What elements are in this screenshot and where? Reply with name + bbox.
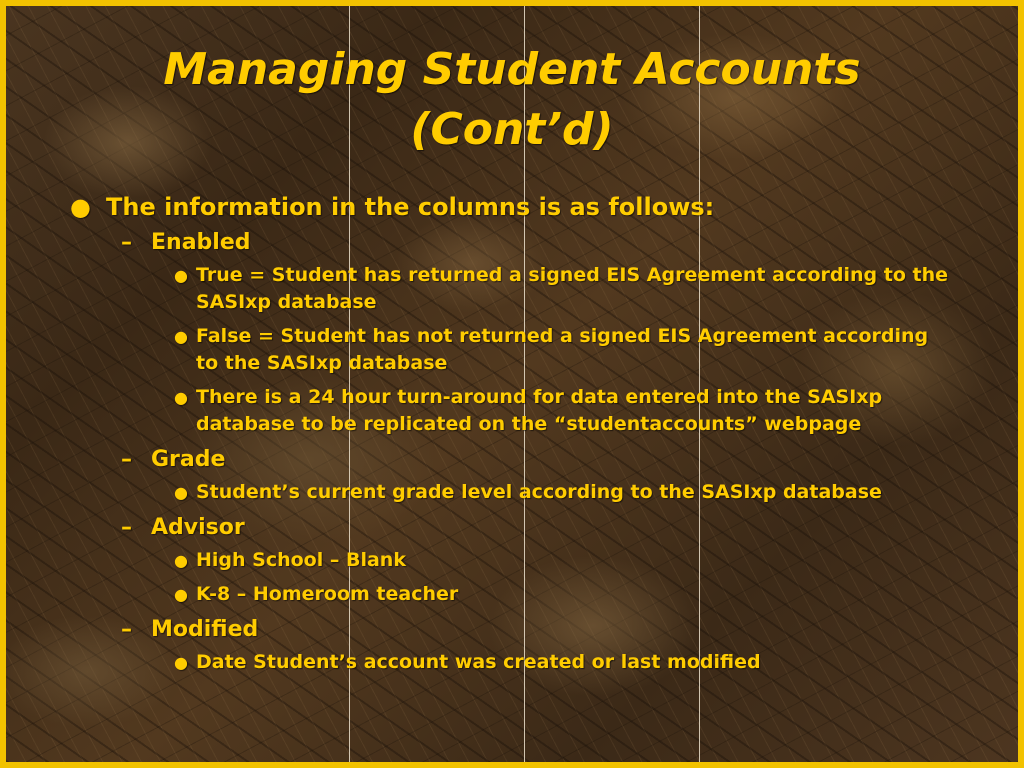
title-line-2: (Cont’d) <box>410 104 614 155</box>
bullet-dot-icon: ● <box>174 266 188 285</box>
bullet-dot-icon: ● <box>174 653 188 672</box>
dash-icon: – <box>121 515 132 540</box>
section-heading-modified <box>121 615 968 645</box>
dash-icon: – <box>121 617 132 642</box>
list-item-text: There is a 24 hour turn-around for data entered into the SASIxp database to be replicated on the “studentaccounts” webpage <box>196 386 883 435</box>
section-heading-grade <box>121 445 968 475</box>
section-heading-label: Advisor <box>151 515 245 540</box>
bullet-dot-icon: ● <box>70 193 91 221</box>
list-item-text: False = Student has not returned a signed EIS Agreement according to the SASIxp database <box>196 325 929 374</box>
list-item <box>174 547 956 574</box>
list-item <box>174 479 956 506</box>
bullet-dot-icon: ● <box>174 551 188 570</box>
list-item-text: Student’s current grade level according to the SASIxp database <box>196 481 882 503</box>
list-item <box>174 262 956 316</box>
list-item <box>174 323 956 377</box>
list-item-text: High School – Blank <box>196 549 406 571</box>
slide-title <box>6 40 1018 160</box>
dash-icon: – <box>121 230 132 255</box>
intro-bullet <box>68 190 968 224</box>
list-item <box>174 649 956 676</box>
section-heading-label: Grade <box>151 447 226 472</box>
bullet-dot-icon: ● <box>174 327 188 346</box>
list-item <box>174 384 956 438</box>
list-item-text: Date Student’s account was created or last modified <box>196 651 761 673</box>
section-heading-label: Modified <box>151 617 259 642</box>
list-item <box>174 581 956 608</box>
list-item-text: K-8 – Homeroom teacher <box>196 583 459 605</box>
dash-icon: – <box>121 447 132 472</box>
section-heading-advisor <box>121 513 968 543</box>
bullet-dot-icon: ● <box>174 388 188 407</box>
bullet-dot-icon: ● <box>174 585 188 604</box>
bullet-dot-icon: ● <box>174 483 188 502</box>
title-line-1: Managing Student Accounts <box>163 44 861 95</box>
intro-text: The information in the columns is as follows: <box>106 193 715 221</box>
section-heading-label: Enabled <box>151 230 251 255</box>
section-heading-enabled <box>121 228 968 258</box>
list-item-text: True = Student has returned a signed EIS Agreement according to the SASIxp database <box>196 264 949 313</box>
slide-body <box>68 190 968 683</box>
